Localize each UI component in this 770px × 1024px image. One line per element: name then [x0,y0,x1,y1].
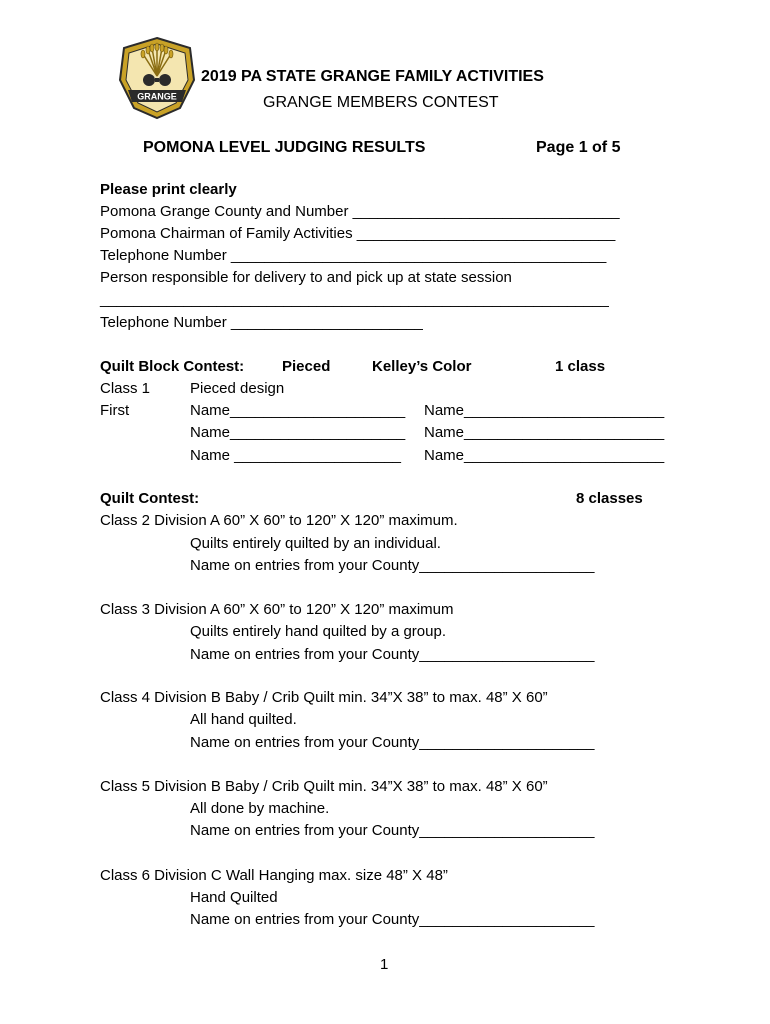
instruction: Please print clearly [100,181,237,198]
page-number: 1 [380,956,389,973]
class-entry-county: Name on entries from your County_____________________ [190,646,595,663]
delivery-line: _____________________________________________________________ [100,291,609,308]
grange-emblem-icon [118,36,196,120]
quilt-contest-heading: Quilt Contest: [100,490,200,507]
class-1-label: Class 1 [100,380,151,397]
class-entry-desc: Quilts entirely hand quilted by a group. [190,623,446,640]
name-field: Name________________________ [424,447,665,464]
name-field: Name_____________________ [190,424,406,441]
name-field: Name ____________________ [190,447,402,464]
delivery-label: Person responsible for delivery to and pick up at state session [100,269,512,286]
class-entry-label: Class 5 Division B Baby / Crib Quilt min. 34”X 38” to max. 48” X 60” [100,778,548,795]
page-label: Page 1 of 5 [536,139,621,156]
document-title: 2019 PA STATE GRANGE FAMILY ACTIVITIES [201,68,544,85]
class-entry-county: Name on entries from your County_____________________ [190,822,595,839]
telephone-field: Telephone Number _____________________________________________ [100,247,607,264]
judging-title: POMONA LEVEL JUDGING RESULTS [143,139,426,156]
class-entry-county: Name on entries from your County_____________________ [190,911,595,928]
name-field: Name________________________ [424,402,665,419]
quilt-block-type: Pieced [282,358,331,375]
class-entry-label: Class 3 Division A 60” X 60” to 120” X 120” maximum [100,601,454,618]
class-entry-desc: All hand quilted. [190,711,297,728]
class-entry-desc: Quilts entirely quilted by an individual. [190,535,441,552]
class-entry-county: Name on entries from your County_____________________ [190,557,595,574]
quilt-contest-classes: 8 classes [576,490,643,507]
class-entry-desc: All done by machine. [190,800,330,817]
county-field: Pomona Grange County and Number ________________________________ [100,203,620,220]
name-field: Name________________________ [424,424,665,441]
grange-logo [118,36,196,120]
class-entry-label: Class 2 Division A 60” X 60” to 120” X 120” maximum. [100,512,458,529]
class-entry-label: Class 6 Division C Wall Hanging max. size 48” X 48” [100,867,448,884]
class-entry-desc: Hand Quilted [190,889,278,906]
quilt-block-classes: 1 class [555,358,606,375]
quilt-block-heading: Quilt Block Contest: [100,358,245,375]
class-1-desc: Pieced design [190,380,285,397]
class-entry-label: Class 4 Division B Baby / Crib Quilt min. 34”X 38” to max. 48” X 60” [100,689,548,706]
document-subtitle: GRANGE MEMBERS CONTEST [263,94,499,111]
class-entry-county: Name on entries from your County_____________________ [190,734,595,751]
quilt-block-color: Kelley’s Color [372,358,472,375]
chairman-field: Pomona Chairman of Family Activities _______________________________ [100,225,616,242]
telephone-field-2: Telephone Number _______________________ [100,314,423,331]
place-first: First [100,402,130,419]
logo-text: GRANGE [137,91,177,102]
name-field: Name_____________________ [190,402,406,419]
